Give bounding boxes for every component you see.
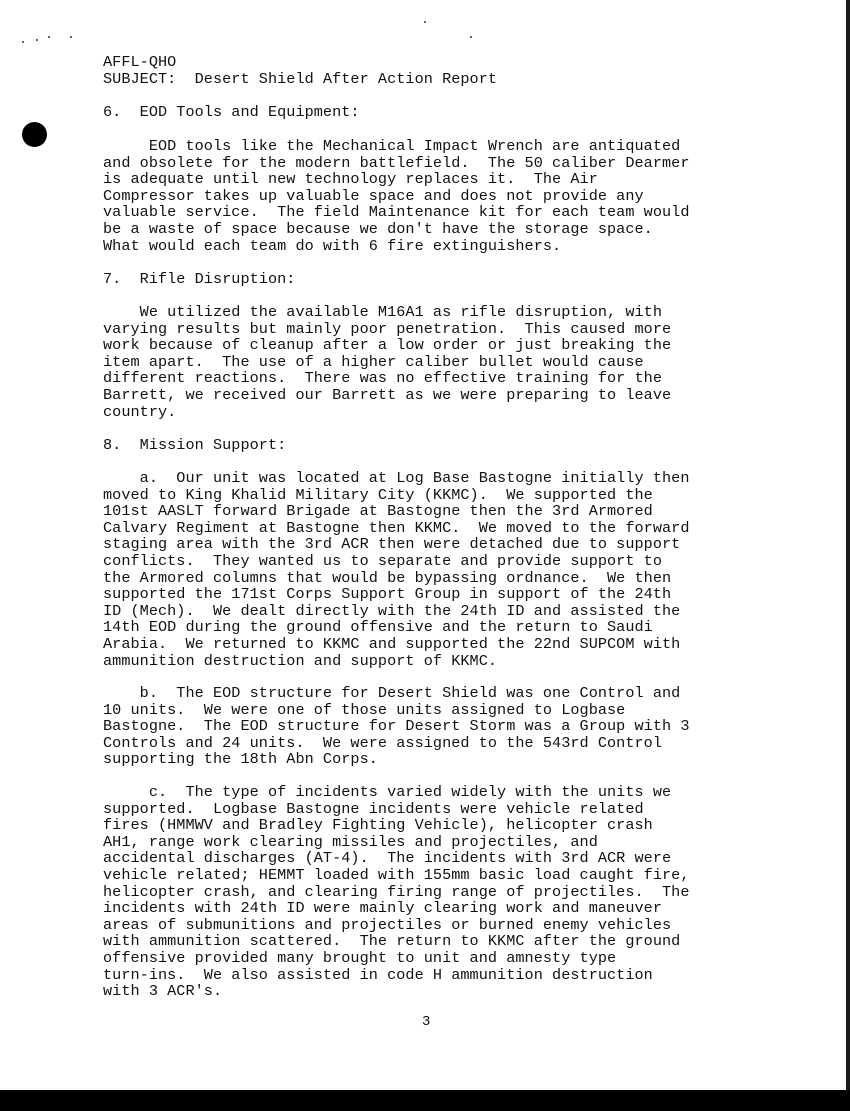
body-line: valuable service. The field Maintenance kit for each team would: [103, 203, 690, 222]
body-line: is adequate until new technology replaces it. The Air: [103, 170, 598, 189]
body-line: incidents with 24th ID were mainly clearing work and maneuver: [103, 899, 663, 918]
body-line: Arabia. We returned to KKMC and supported the 22nd SUPCOM with: [103, 635, 681, 653]
body-line: 101st AASLT forward Brigade at Bastogne then the 3rd Armored: [103, 502, 653, 521]
body-line: with 3 ACR's.: [103, 982, 223, 1001]
body-line: and obsolete for the modern battlefield. The 50 caliber Dearmer: [103, 153, 690, 172]
body-line: the Armored columns that would be bypassing ordnance. We then: [103, 568, 672, 587]
scan-speck: [36, 39, 38, 41]
body-line: be a waste of space because we don't have the storage space.: [103, 220, 653, 238]
body-line: offensive provided many brought to unit and amnesty type: [103, 949, 617, 967]
body-line: helicopter crash, and clearing firing range of projectiles. The: [103, 882, 690, 901]
section-heading: 6. EOD Tools and Equipment:: [103, 103, 360, 121]
hole-punch-mark: [22, 122, 47, 147]
body-line: c. The type of incidents varied widely with the units we: [103, 783, 672, 801]
page-number: 3: [422, 1014, 431, 1030]
body-line: country.: [103, 402, 177, 421]
body-line: ammunition destruction and support of KKMC.: [103, 651, 498, 670]
body-line: Controls and 24 units. We were assigned to the 543rd Control: [103, 733, 663, 752]
body-line: staging area with the 3rd ACR then were detached due to support: [103, 535, 681, 554]
body-line: areas of submunitions and projectiles or burned enemy vehicles: [103, 915, 672, 934]
scan-speck: [22, 41, 24, 43]
body-line: a. Our unit was located at Log Base Bastogne initially then: [103, 469, 690, 487]
body-line: ID (Mech). We dealt directly with the 24th ID and assisted the: [103, 601, 681, 620]
body-line: Bastogne. The EOD structure for Desert Storm was a Group with 3: [103, 717, 690, 736]
body-line: moved to King Khalid Military City (KKMC). We supported the: [103, 485, 653, 504]
body-line: AH1, range work clearing missiles and projectiles, and: [103, 832, 598, 851]
body-line: b. The EOD structure for Desert Shield was one Control and: [103, 684, 681, 702]
subject-line: SUBJECT: Desert Shield After Action Report: [103, 70, 498, 88]
scan-speck: [70, 36, 72, 38]
scan-bottom-border: [0, 1090, 850, 1111]
body-line: varying results but mainly poor penetration. This caused more: [103, 319, 672, 338]
body-line: Barrett, we received our Barrett as we were preparing to leave: [103, 386, 672, 404]
body-line: with ammunition scattered. The return to KKMC after the ground: [103, 932, 681, 951]
body-line: supporting the 18th Abn Corps.: [103, 750, 378, 769]
section-heading: 7. Rifle Disruption:: [103, 270, 296, 288]
body-line: item apart. The use of a higher caliber bullet would cause: [103, 352, 644, 371]
body-line: fires (HMMWV and Bradley Fighting Vehicle), helicopter crash: [103, 816, 653, 835]
office-symbol: AFFL-QHO: [103, 53, 177, 71]
body-line: different reactions. There was no effective training for the: [103, 369, 663, 388]
body-line: supported. Logbase Bastogne incidents were vehicle related: [103, 799, 644, 818]
body-line: 10 units. We were one of those units assigned to Logbase: [103, 700, 626, 719]
body-line: accidental discharges (AT-4). The incidents with 3rd ACR were: [103, 849, 672, 868]
body-line: conflicts. They wanted us to separate and provide support to: [103, 552, 663, 570]
body-line: Compressor takes up valuable space and does not provide any: [103, 186, 644, 205]
body-line: Calvary Regiment at Bastogne then KKMC. We moved to the forward: [103, 518, 690, 537]
body-line: We utilized the available M16A1 as rifle disruption, with: [103, 303, 663, 321]
scan-edge-border: [846, 0, 850, 1090]
scan-speck: [48, 36, 50, 38]
body-line: turn-ins. We also assisted in code H ammunition destruction: [103, 965, 653, 984]
body-line: What would each team do with 6 fire extinguishers.: [103, 236, 562, 255]
scan-speck: [470, 36, 472, 38]
body-line: supported the 171st Corps Support Group in support of the 24th: [103, 585, 672, 604]
body-line: vehicle related; HEMMT loaded with 155mm basic load caught fire,: [103, 866, 690, 884]
body-line: 14th EOD during the ground offensive and the return to Saudi: [103, 618, 653, 637]
scan-speck: [424, 21, 426, 23]
body-line: EOD tools like the Mechanical Impact Wrench are antiquated: [103, 137, 681, 155]
body-line: work because of cleanup after a low order or just breaking the: [103, 336, 672, 355]
section-heading: 8. Mission Support:: [103, 436, 287, 454]
